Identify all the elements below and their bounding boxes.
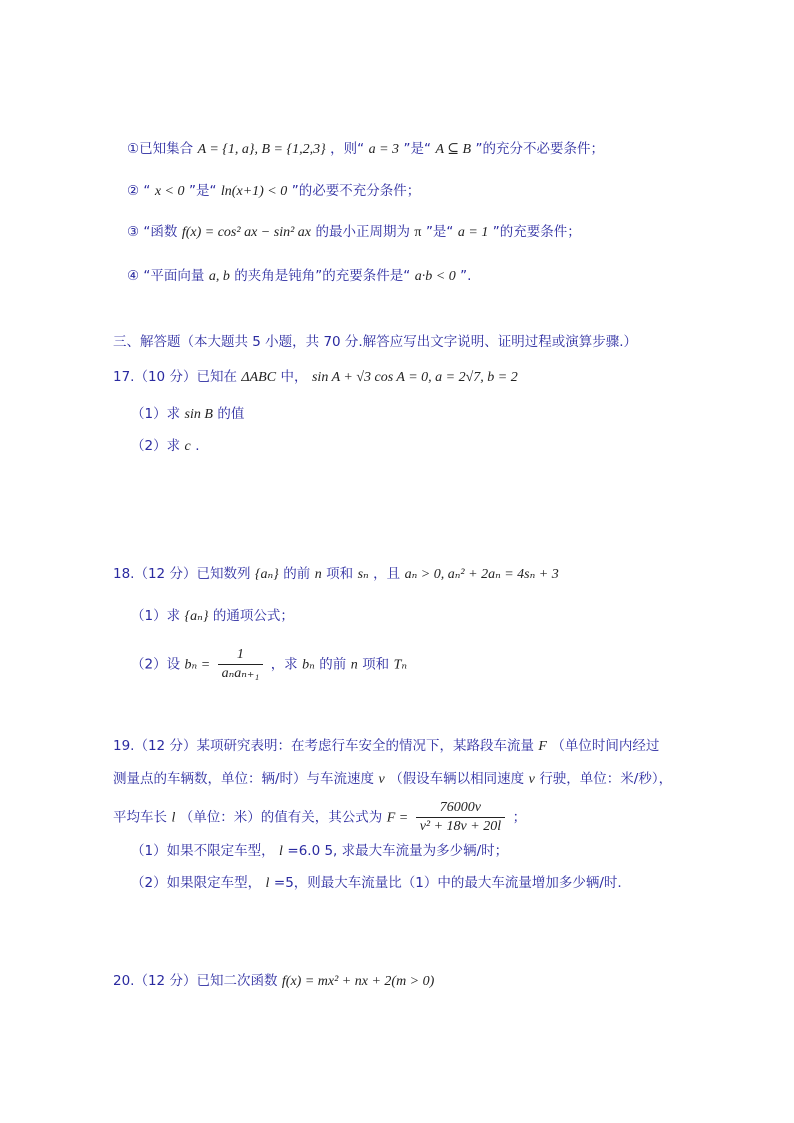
q17-part-1-prefix: （1）求 xyxy=(131,406,181,422)
statement-1-condition: a = 3 xyxy=(368,142,400,157)
question-17 xyxy=(113,367,518,388)
statement-4-prefix: ④ “平面向量 xyxy=(127,268,205,284)
q18-fraction-denominator: aₙaₙ₊₁ xyxy=(221,666,260,681)
q19-part-2 xyxy=(131,873,622,894)
statement-3-pi: π xyxy=(414,225,422,240)
statement-3-function: f(x) = cos² ax − sin² ax xyxy=(181,225,311,240)
statement-4-text: 的夹角是钝角”的充要条件是“ xyxy=(234,268,411,284)
statement-2-log: ln(x+1) < 0 xyxy=(220,184,288,199)
q19-text-2: 测量点的车辆数，单位：辆/时）与车流速度 xyxy=(113,771,375,787)
q17-part-2-suffix: . xyxy=(195,438,200,454)
q18-condition: aₙ > 0, aₙ² + 2aₙ = 4sₙ + 3 xyxy=(404,567,559,582)
q18-part-1-math: {aₙ} xyxy=(184,609,209,624)
q19-part-1-l: l xyxy=(279,844,283,859)
q18-part-2-lhs: bₙ = xyxy=(184,657,211,673)
q19-text-3: 平均车长 xyxy=(113,809,167,826)
q19-formula-fraction xyxy=(416,799,505,836)
statement-3-condition: a = 1 xyxy=(457,225,489,240)
statement-3-suffix: ”的充要条件； xyxy=(492,224,581,240)
question-19-line-1 xyxy=(113,736,659,757)
statement-2-suffix: ”的必要不充分条件； xyxy=(291,183,421,199)
statement-4-vectors: a, b xyxy=(208,269,230,284)
statement-2-condition: x < 0 xyxy=(154,184,185,199)
q19-part-2-suffix: =5，则最大车流量比（1）中的最大车流量增加多少辆/时. xyxy=(273,875,622,891)
q20-heading: 20.（12 分）已知二次函数 xyxy=(113,973,278,989)
q18-part-2-text-b: 的前 xyxy=(319,656,347,673)
statement-1-sets: A = {1, a}, B = {1,2,3} xyxy=(197,142,326,157)
statement-3 xyxy=(127,222,581,243)
question-20 xyxy=(113,971,434,992)
statement-3-text-a: 的最小正周期为 xyxy=(315,224,410,240)
statement-4 xyxy=(127,266,471,287)
q18-sn: sₙ xyxy=(357,567,369,582)
q18-part-2-n: n xyxy=(350,657,358,673)
q19-text-3b: （单位：米）的值有关，其公式为 xyxy=(179,809,383,826)
statement-1-suffix: ”的充分不必要条件； xyxy=(475,141,605,157)
q17-part-1-math: sin B xyxy=(184,407,213,422)
q18-part-1-suffix: 的通项公式； xyxy=(212,608,294,624)
q18-fraction-numerator: 1 xyxy=(218,646,264,665)
q18-part-1-prefix: （1）求 xyxy=(131,608,181,624)
q19-formula-lhs: F = xyxy=(386,810,409,826)
q18-heading: 18.（12 分）已知数列 xyxy=(113,566,251,582)
q19-text-2b: （假设车辆以相同速度 xyxy=(389,771,525,787)
q18-text-b: 项和 xyxy=(326,566,354,582)
q18-part-2-text-a: ，求 xyxy=(270,656,298,673)
q19-l: l xyxy=(171,810,176,826)
q18-part-2-bn: bₙ xyxy=(302,657,315,673)
question-18 xyxy=(113,564,559,585)
q19-text-3c: ； xyxy=(512,809,527,826)
q19-part-1-suffix: =6.0 5, 求最大车流量为多少辆/时； xyxy=(287,843,509,859)
q18-text-a: 的前 xyxy=(283,566,311,582)
statement-2-prefix: ② “ xyxy=(127,183,151,199)
q17-part-2 xyxy=(131,436,200,457)
statement-1-text-a: ，则“ xyxy=(330,141,365,157)
question-19-line-3 xyxy=(113,799,526,836)
q19-part-2-l: l xyxy=(265,876,270,891)
q18-part-2 xyxy=(131,646,407,683)
statement-3-prefix: ③ “函数 xyxy=(127,224,178,240)
statement-1 xyxy=(127,139,604,160)
statement-1-prefix: ①已知集合 xyxy=(127,141,194,157)
q19-text-2c: 行驶，单位：米/秒）， xyxy=(539,771,673,787)
q17-part-2-prefix: （2）求 xyxy=(131,438,181,454)
statement-1-subset: A ⊆ B xyxy=(435,142,472,157)
statement-1-text-b: ”是“ xyxy=(403,141,432,157)
q20-function: f(x) = mx² + nx + 2(m > 0) xyxy=(281,974,435,989)
q18-part-2-text-c: 项和 xyxy=(362,656,390,673)
question-19-line-2 xyxy=(113,769,672,790)
section-heading xyxy=(113,332,637,352)
q19-part-1 xyxy=(131,841,508,862)
q17-part-1 xyxy=(131,404,244,425)
q18-part-1 xyxy=(131,606,294,627)
q19-formula-numerator: 76000v xyxy=(416,799,505,818)
q19-part-1-prefix: （1）如果不限定车型， xyxy=(131,843,275,859)
q17-condition: sin A + √3 cos A = 0, a = 2√7, b = 2 xyxy=(311,370,518,385)
q19-text-1b: （单位时间内经过 xyxy=(551,738,660,754)
q19-part-2-prefix: （2）如果限定车型， xyxy=(131,875,262,891)
section-title: 三、解答题（本大题共 5 小题，共 70 分.解答应写出文字说明、证明过程或演算步骤.） xyxy=(113,334,638,350)
q18-part-2-tn: Tₙ xyxy=(393,657,408,673)
q19-v2: v xyxy=(528,772,535,787)
q18-part-2-prefix: （2）设 xyxy=(131,656,181,673)
q18-n: n xyxy=(314,567,322,582)
q17-part-1-suffix: 的值 xyxy=(217,406,245,422)
q17-heading: 17.（10 分）已知在 xyxy=(113,369,237,385)
q19-formula-denominator: v² + 18v + 20l xyxy=(419,819,502,834)
q18-fraction xyxy=(218,646,264,683)
q18-text-c: ，且 xyxy=(373,566,401,582)
statement-4-dot-product: a·b < 0 xyxy=(414,269,456,284)
q18-sequence: {aₙ} xyxy=(254,567,279,582)
q17-part-2-math: c xyxy=(184,439,191,454)
q17-text: 中， xyxy=(280,369,308,385)
q17-triangle: ΔABC xyxy=(241,370,277,385)
statement-3-text-b: ”是“ xyxy=(425,224,454,240)
statement-2-text: ”是“ xyxy=(188,183,217,199)
q19-text-1: 19.（12 分）某项研究表明：在考虑行车安全的情况下，某路段车流量 xyxy=(113,738,534,754)
q19-v: v xyxy=(378,772,385,787)
statement-2 xyxy=(127,181,420,202)
statement-4-suffix: ”. xyxy=(460,268,472,284)
q19-F: F xyxy=(538,739,547,754)
